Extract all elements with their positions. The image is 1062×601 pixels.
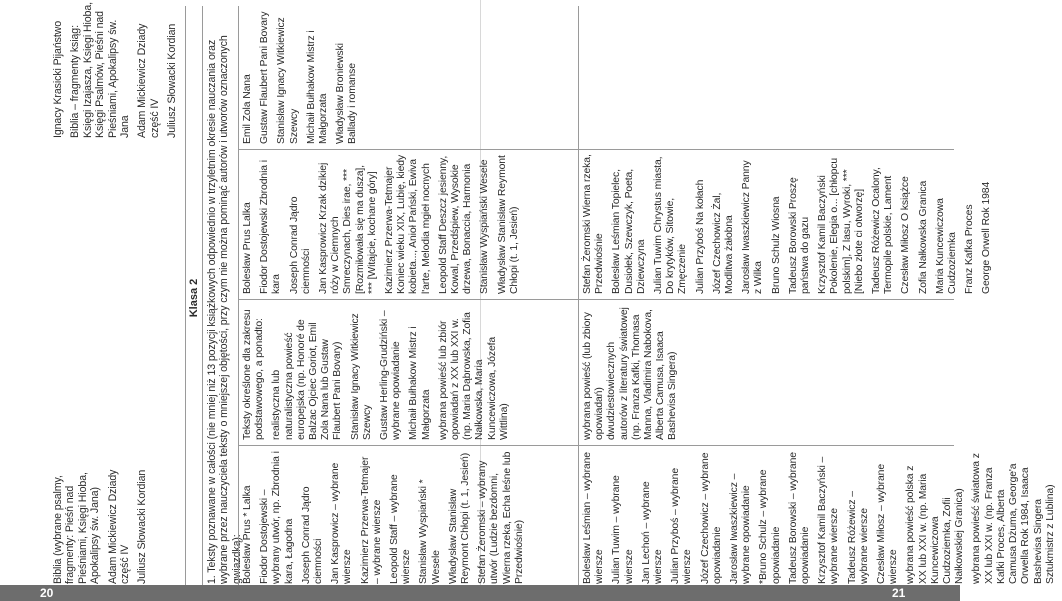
reading-list-entry: Bolesław Prus Lalka — [242, 202, 253, 294]
reading-list-entry: realistyczna lub naturalistyczna powieść europejska (np. Honoré de Balzac Ojciec Goriot, Emil Zola Nana lub Gustaw Flaubert Pani Bovary) — [271, 319, 344, 440]
reading-list-entry: Adam Mickiewicz Dziady część IV — [106, 469, 132, 584]
reading-list-entry: Leopold Staff Deszcz jesienny, Kowal, Przedśpiew, Wysokie drzewa, Bonaccia, Harmonia — [437, 155, 474, 294]
reading-list-entry: wybrana powieść światowa z XX lub XXI w. (np. Franza Kafki Proces, Alberta Camusa Dżuma, George'a Orwella Rok 1984, Isaaca Bashevisa Singera Sztukmistrz z Lublina) — [971, 453, 1056, 584]
reading-list-entry: Józef Czechowicz – wybrane opowiadanie — [699, 452, 723, 584]
reading-list-entry: Juliusz Słowacki Kordian — [136, 469, 149, 584]
mid-col-1 — [242, 450, 531, 584]
rule-middle — [238, 6, 239, 590]
reading-list-entry: Tadeusz Borowski – wybrane opowiadanie — [787, 452, 812, 584]
reading-list-entry: Franz Kafka Proces — [964, 204, 976, 294]
reading-list-entry: Kazimierz Przerwa-Tetmajer Koniec wieku XIX, Lubię, kiedy kobieta..., Anioł Pański, Ewiva l'arte, Melodia mgieł nocnych — [384, 154, 432, 294]
reading-list-entry: Jan Kasprowicz Krzak dzikiej róży w Ciemnych Smreczynach, Dies irae, *** [Rozmiłowała się ma dusza], *** [Witajcie, kochane góry] — [318, 162, 378, 294]
reading-list-entry: Teksty określone dla zakresu podstawowego, a ponadto: — [242, 309, 266, 440]
rule-v1 — [238, 445, 578, 446]
reading-list-entry: Stanisław Ignacy Witkiewicz Szewcy — [276, 17, 300, 144]
reading-list-entry: Julian Tuwim – wybrane wiersze — [611, 475, 635, 584]
reading-list-entry: Bolesław Prus * Lalka — [242, 485, 253, 584]
bottom-col-2 — [582, 306, 685, 440]
reading-list-entry: Tadeusz Borowski Proszę państwa do gazu — [787, 177, 812, 294]
reading-list-entry: Stanisław Ignacy Witkiewicz Szewcy — [349, 313, 373, 440]
reading-list-entry: Gustaw Herling-Grudziński – wybrane opowiadanie — [379, 310, 403, 440]
reading-list-entry: Bolesław Leśmian – wybrane wiersze — [582, 452, 606, 584]
reading-list-entry: Zofia Nałkowska Granica — [917, 180, 929, 294]
rotated-table — [48, 2, 1056, 590]
reading-list-entry: Władysław Broniewski Ballady i romanse — [335, 43, 359, 144]
mid-col-2 — [242, 306, 516, 440]
rule-heading — [202, 6, 203, 590]
reading-list-entry: wybrana powieść (lub zbiory opowiadań) dwudziestowiecznych autorów z literatury światowej (np. Franza Kafki, Thomasa Manna, Vladimira Nabokova, Alberta Camusa, Isaaca Bashevisa Singera) — [582, 307, 679, 440]
reading-list-entry: Julian Przyboś Na kołach — [694, 179, 706, 294]
reading-list-entry: Ignacy Krasicki Pijaństwo — [52, 20, 64, 138]
rule-v5 — [578, 299, 954, 300]
reading-list-entry: Jarosław Iwaszkiewicz – wybrane opowiadanie — [729, 473, 753, 584]
reading-list-entry: Julian Przyboś – wybrane wiersze — [670, 468, 694, 584]
reading-list-entry: Emil Zola Nana — [242, 74, 253, 144]
reading-list-entry: Joseph Conrad Jądro ciemności — [300, 486, 325, 584]
reading-list-entry: wybrana powieść lub zbiór opowiadań z XX lub XXI w. (np. Maria Dąbrowska, Zofia Nałkowska, Maria Kuncewiczowa, Józefa Wittlina) — [437, 312, 510, 440]
reading-list-entry: Krzysztof Kamil Baczyński – wybrane wiersze — [817, 456, 841, 584]
reading-list-entry: Michaił Bułhakow Mistrz i Małgorzata — [408, 326, 432, 440]
reading-list-entry: Juliusz Słowacki Kordian — [166, 23, 179, 138]
rule-bottom-start — [578, 6, 579, 590]
reading-list-entry: Joseph Conrad Jądro ciemności — [288, 196, 312, 294]
reading-list-entry: Czesław Miłosz – wybrane wiersze — [876, 463, 900, 584]
page-number-left: 20 — [40, 586, 54, 600]
reading-list-entry: *Bruno Schulz – wybrane opowiadanie — [758, 469, 782, 584]
rule-v2 — [238, 299, 578, 300]
reading-list-entry: Tadeusz Różewicz Ocalony, Termopile polskie, Lament — [871, 167, 895, 294]
reading-list-entry: Bruno Schulz Wiosna — [770, 196, 782, 294]
reading-list-entry: Adam Mickiewicz Dziady część IV — [136, 23, 161, 138]
reading-list-entry: Bolesław Leśmian Topielec, Dusiołek, Szewczyk, Poeta, Dziewczyna — [611, 168, 647, 294]
top-col-1 — [52, 444, 154, 584]
reading-list-entry: Władysław Stanisław Reymont Chłopi (t. 1, Jesień) — [447, 452, 472, 584]
klasa-heading: Klasa 2 — [188, 278, 200, 318]
bottom-col-1 — [582, 450, 1062, 584]
page-footer-bar — [0, 585, 960, 601]
reading-list-entry: Krzysztof Kamil Baczyński Pokolenie, Elegia o... [chłopcu polskim], Z lasu, Wyroki, *** [Niebo złote ci otworzę] — [817, 157, 865, 294]
reading-list-entry: Biblia – fragmenty ksiąg: Księgi Izajasza, Księgi Hioba, Księgi Psalmów, Pieśni nad Pieśniami, Apokalipsy św. Jana — [69, 2, 132, 138]
reading-list-entry: Tadeusz Różewicz – wybrane wiersze — [846, 491, 870, 584]
mid-col-3 — [242, 154, 526, 294]
reading-list-entry: Julian Tuwim Chrystus miasta, Do krytyków, Sitowie, Zmęczenie — [653, 156, 689, 294]
rule-v4 — [578, 445, 954, 446]
reading-list-entry: wybrana powieść polska z XX lub XXI w. (np. Maria Kuncewiczowa Cudzoziemka, Zofii Nałkowskiej Granica) — [905, 465, 966, 584]
reading-list-entry: Gustaw Flaubert Pani Bovary — [259, 11, 271, 144]
rule-v6 — [578, 149, 954, 150]
reading-list-entry: Maria Kuncewiczowa Cudzoziemka — [934, 198, 959, 294]
reading-list-entry: Fiodor Dostojewski – wybrany utwór, np. Zbrodnia i kara, Łagodna — [259, 451, 295, 584]
reading-list-entry: Biblia (wybrane psalmy, fragmenty: Pieśń nad Pieśniami, Księgi Hioba, Apokalipsy św. Jana) — [52, 472, 102, 584]
rule-top — [185, 6, 186, 590]
reading-list-entry: Czesław Miłosz O książce — [900, 176, 912, 294]
reading-list-entry: Stanisław Wyspiański Wesele — [479, 159, 491, 294]
reading-list-entry: Leopold Staff – wybrane wiersze — [389, 474, 413, 584]
page-number-right: 21 — [892, 586, 906, 600]
reading-list-entry: Józef Czechowicz Żal, Modlitwa żałobna — [711, 192, 736, 294]
rule-v3 — [238, 149, 578, 150]
reading-list-entry: Władysław Stanisław Reymont Chłopi (t. 1, Jesień) — [496, 155, 520, 294]
reading-list-entry: Fiodor Dostojewski Zbrodnia i kara — [259, 160, 283, 294]
reading-list-entry: Stefan Żeromski Wierna rzeka, Przedwiośnie — [582, 154, 606, 294]
reading-list-entry: Jan Lechoń – wybrane wiersze — [640, 481, 665, 584]
reading-list-entry: Jan Kasprowicz – wybrane wiersze — [330, 462, 354, 584]
reading-list-entry: Michaił Bułhakow Mistrz i Małgorzata — [305, 30, 330, 144]
top-col-2 — [52, 0, 184, 138]
reading-list-entry: Stanisław Wyspiański * Wesele — [418, 479, 442, 584]
intro-paragraph: 1. Teksty poznawane w całości (nie mniej niż 13 pozycji książkowych odpowiednio w trzyletnim okresie nauczania oraz wybrane przez nauczyciela teksty o mniejszej objętości, przy czym nie można pominąć autorów i utworów oznaczonych gwiazdką): — [206, 35, 243, 584]
reading-list-entry: Stefan Żeromski – wybrany utwór (Ludzie bezdomni, Wierna rzeka, Echa leśne lub Przedwiośnie) — [477, 451, 525, 584]
reading-list-entry: Kazimierz Przerwa-Tetmajer – wybrane wiersze — [359, 456, 383, 584]
reading-list-entry: Jarosław Iwaszkiewicz Panny z Wilka — [741, 160, 765, 294]
mid-col-4 — [242, 10, 365, 144]
reading-list-entry: George Orwell Rok 1984 — [981, 181, 993, 294]
bottom-col-3 — [582, 154, 999, 294]
